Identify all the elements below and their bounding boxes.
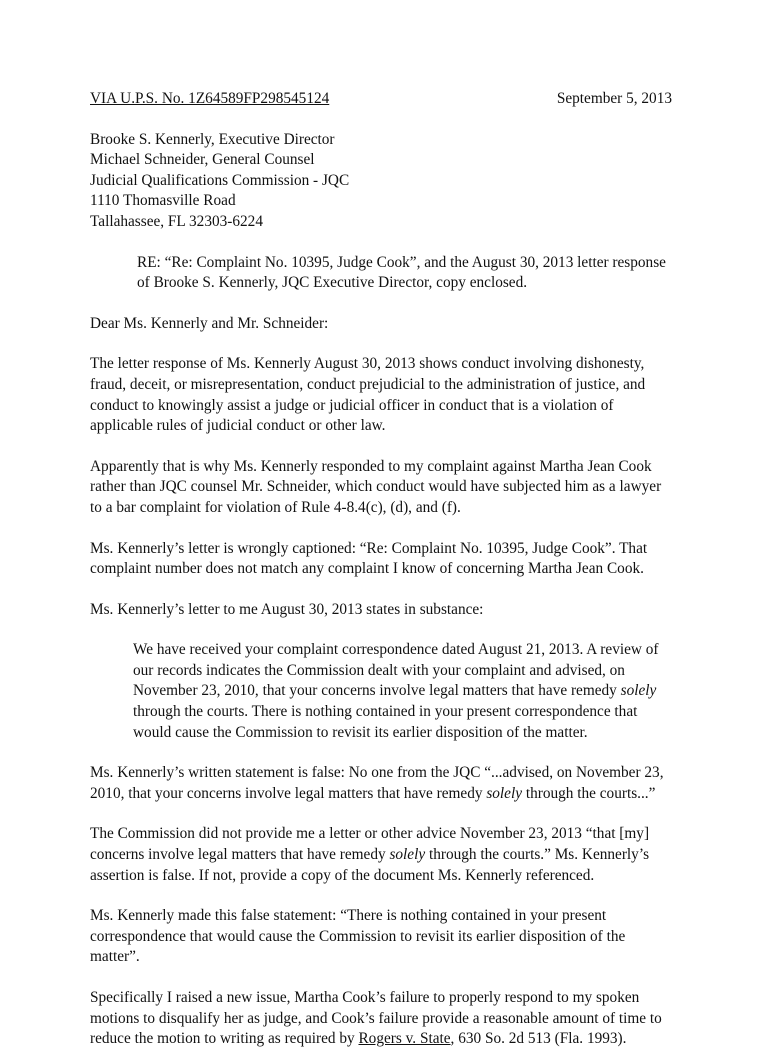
quote-emphasis: solely	[620, 682, 657, 700]
block-quote	[133, 640, 672, 743]
recipient-address	[90, 130, 672, 233]
paragraph-text: , 630 So. 2d 513 (Fla. 1993).	[450, 1030, 627, 1048]
body-paragraph-7: Ms. Kennerly made this false statement: “There is nothing contained in your present correspondence that would cause the Commission to revisit its earlier disposition of the matter”.	[90, 907, 626, 966]
paragraph-text: through the courts.” Ms. Kennerly’s assertion is false. If not, provide a copy of the document Ms. Kennerly referenced.	[90, 846, 650, 884]
case-citation: Rogers v. State	[358, 1030, 451, 1048]
body-paragraph-4: Ms. Kennerly’s letter to me August 30, 2013 states in substance:	[90, 600, 484, 618]
body-paragraph-2: Apparently that is why Ms. Kennerly responded to my complaint against Martha Jean Cook rather than JQC counsel Mr. Schneider, which conduct would have subjected him as a lawyer to a bar complaint for violation of Rule 4-8.4(c), (d), and (f).	[90, 457, 662, 516]
recipient-line: 1110 Thomasville Road	[90, 192, 236, 210]
body-paragraph-6	[90, 824, 672, 886]
recipient-line: Michael Schneider, General Counsel	[90, 151, 315, 169]
letter-date: September 5, 2013	[556, 90, 672, 107]
letter-header	[90, 89, 672, 110]
salutation: Dear Ms. Kennerly and Mr. Schneider:	[90, 314, 329, 332]
paragraph-emphasis: solely	[389, 846, 426, 864]
recipient-line: Brooke S. Kennerly, Executive Director	[90, 130, 335, 148]
recipient-line: Tallahassee, FL 32303-6224	[90, 212, 263, 230]
body-paragraph-8	[90, 988, 672, 1050]
body-paragraph-5	[90, 763, 672, 804]
quote-text: through the courts. There is nothing contained in your present correspondence that would cause the Commission to revisit its earlier disposition of the matter.	[133, 703, 638, 741]
body-paragraph-3: Ms. Kennerly’s letter is wrongly captioned: “Re: Complaint No. 10395, Judge Cook”. That complaint number does not match any complaint I know of concerning Martha Jean Cook.	[90, 539, 648, 578]
via-line: VIA U.P.S. No. 1Z64589FP298545124	[90, 90, 330, 107]
paragraph-emphasis: solely	[486, 784, 523, 802]
paragraph-text: The Commission did not provide me a letter or other advice November 23, 2013 “that [my] concerns involve legal matters that have remedy	[90, 825, 650, 864]
paragraph-text: Ms. Kennerly’s written statement is false: No one from the JQC “...advised, on November 23, 2010, that your concerns involve legal matters that have remedy	[90, 764, 664, 802]
re-line: RE: “Re: Complaint No. 10395, Judge Cook”, and the August 30, 2013 letter response of Brooke S. Kennerly, JQC Executive Director, copy enclosed.	[137, 253, 666, 292]
quote-text: We have received your complaint correspondence dated August 21, 2013. A review of our records indicates the Commission dealt with your complaint and advised, on November 23, 2010, that your concerns involve legal matters that have remedy	[133, 641, 659, 700]
paragraph-text: Specifically I raised a new issue, Martha Cook’s failure to properly respond to my spoken motions to disqualify her as judge, and Cook’s failure provide a reasonable amount of time to reduce the motion to writing as required by	[90, 989, 662, 1048]
paragraph-text: through the courts...”	[522, 784, 656, 802]
body-paragraph-1: The letter response of Ms. Kennerly August 30, 2013 shows conduct involving dishonesty, fraud, deceit, or misrepresentation, conduct prejudicial to the administration of justice, and conduct to knowingly assist a judge or judicial officer in conduct that is a violation of applicable rules of judicial conduct or other law.	[90, 355, 646, 435]
recipient-line: Judicial Qualifications Commission - JQC	[90, 171, 350, 189]
